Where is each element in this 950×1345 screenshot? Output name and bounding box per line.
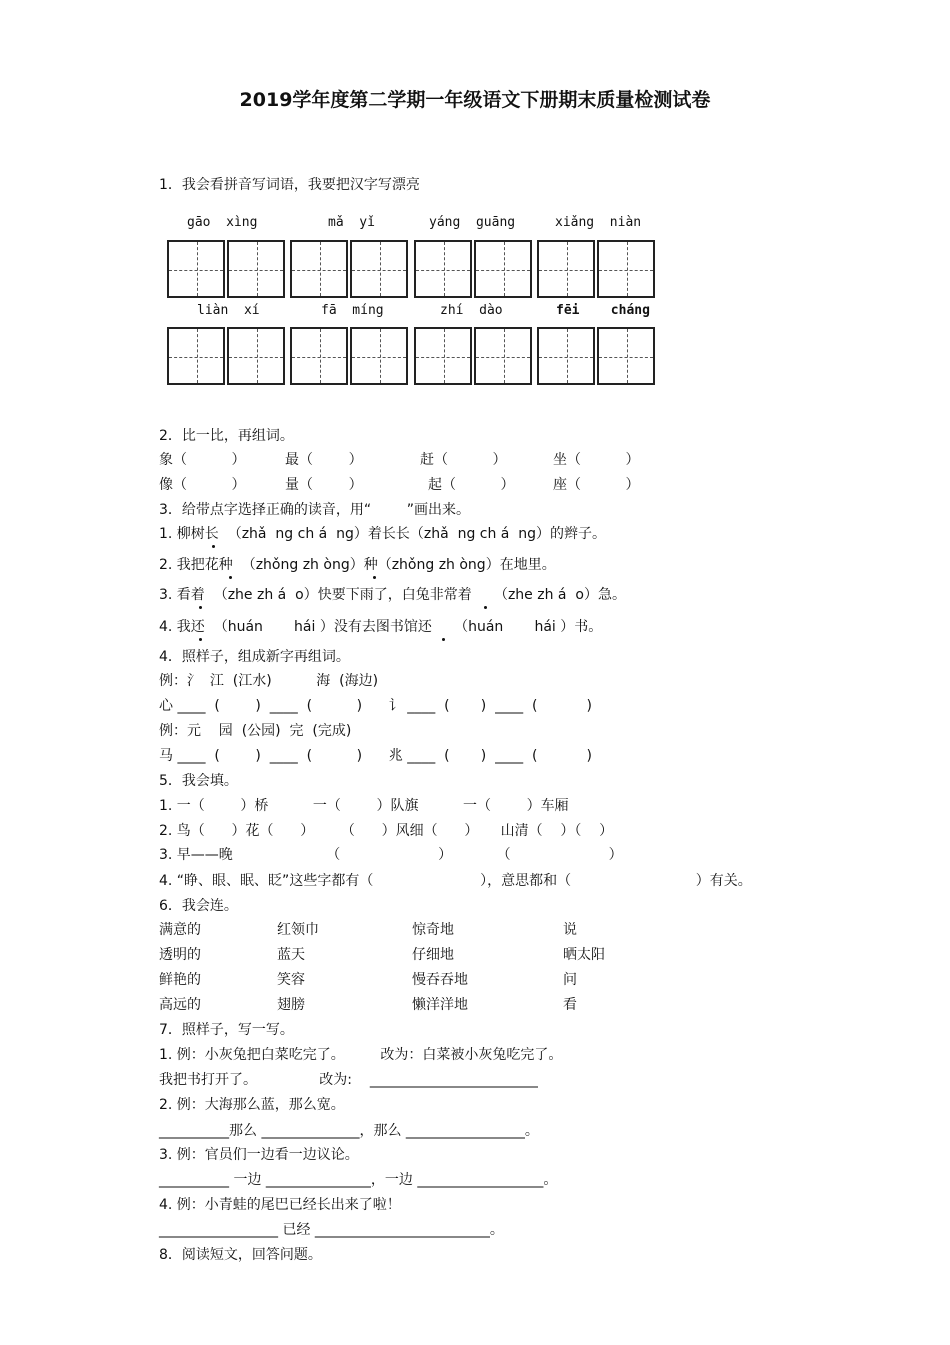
emphasis-dot — [199, 638, 202, 641]
writing-cell[interactable] — [227, 240, 285, 298]
guide-line — [257, 329, 258, 383]
q2-item: 量（ ） — [285, 477, 363, 493]
match-item[interactable]: 懒洋洋地 — [412, 997, 468, 1013]
writing-cell[interactable] — [227, 327, 285, 385]
writing-cell[interactable] — [474, 327, 532, 385]
guide-line — [229, 357, 283, 358]
q5-line-1: 1. 一（ ）桥 一（ ）队旗 一（ ）车厢 — [159, 798, 569, 814]
q5-heading: 5．我会填。 — [159, 773, 238, 789]
q7-heading: 7．照样子，写一写。 — [159, 1022, 294, 1038]
guide-line — [352, 357, 406, 358]
q3-heading: 3．给带点字选择正确的读音，用“ ”画出来。 — [159, 502, 471, 518]
q7-example-4: 4. 例：小青蛙的尾巴已经长出来了啦！ — [159, 1197, 401, 1213]
match-item[interactable]: 慢吞吞地 — [412, 972, 468, 988]
writing-cell[interactable] — [350, 240, 408, 298]
match-item[interactable]: 晒太阳 — [563, 947, 605, 963]
guide-line — [599, 270, 653, 271]
guide-line — [292, 357, 346, 358]
guide-line — [380, 329, 381, 383]
guide-line — [476, 270, 530, 271]
match-item[interactable]: 说 — [563, 922, 577, 938]
q2-heading: 2．比一比，再组词。 — [159, 428, 294, 444]
guide-line — [567, 329, 568, 383]
writing-cell[interactable] — [414, 327, 472, 385]
guide-line — [444, 329, 445, 383]
q3-sentence-2: 2. 我把花种 （zhǒng zh òng）种（zhǒng zh òng）在地里。 — [159, 557, 556, 573]
guide-line — [257, 242, 258, 296]
q7-answer-3[interactable]: __________ 一边 _______________，一边 __________________。 — [159, 1172, 558, 1188]
q2-item: 象（ ） — [159, 452, 246, 468]
q3-sentence-3: 3. 看着 （zhe zh á o）快要下雨了，白兔非常着 （zhe zh á o）急。 — [159, 587, 626, 603]
q2-item: 像（ ） — [159, 477, 246, 493]
q3-sentence-1: 1. 柳树长 （zhǎ ng ch á ng）着长长（zhǎ ng ch á ng）的辫子。 — [159, 526, 607, 542]
guide-line — [169, 270, 223, 271]
writing-cell[interactable] — [290, 327, 348, 385]
writing-cell[interactable] — [474, 240, 532, 298]
writing-cell[interactable] — [167, 240, 225, 298]
guide-line — [444, 242, 445, 296]
q5-line-3: 3. 早——晚 （ ） （ ） — [159, 847, 623, 863]
match-item[interactable]: 鲜艳的 — [159, 972, 201, 988]
match-item[interactable]: 仔细地 — [412, 947, 454, 963]
pinyin-1-4: xiǎng niàn — [555, 215, 642, 230]
guide-line — [169, 357, 223, 358]
page-title: 2019学年度第二学期一年级语文下册期末质量检测试卷 — [239, 89, 711, 111]
writing-cell[interactable] — [167, 327, 225, 385]
match-item[interactable]: 满意的 — [159, 922, 201, 938]
writing-cell[interactable] — [537, 240, 595, 298]
writing-cell[interactable] — [414, 240, 472, 298]
writing-cell[interactable] — [597, 240, 655, 298]
emphasis-dot — [199, 606, 202, 609]
match-item[interactable]: 蓝天 — [277, 947, 305, 963]
q7-answer-4[interactable]: _________________ 已经 _________________________。 — [159, 1222, 504, 1238]
match-item[interactable]: 笑容 — [277, 972, 305, 988]
match-item[interactable]: 高远的 — [159, 997, 201, 1013]
q2-item: 坐（ ） — [553, 452, 640, 468]
q7-answer-1[interactable]: 我把书打开了。 改为: ________________________ — [159, 1072, 538, 1088]
match-item[interactable]: 红领巾 — [277, 922, 319, 938]
pinyin-2-1: liàn xí — [197, 303, 260, 318]
pinyin-2-2: fā míng — [321, 303, 384, 318]
guide-line — [627, 242, 628, 296]
guide-line — [197, 242, 198, 296]
guide-line — [539, 270, 593, 271]
guide-line — [229, 270, 283, 271]
q2-item: 赶（ ） — [420, 452, 507, 468]
guide-line — [476, 357, 530, 358]
pinyin-1-2: mǎ yǐ — [328, 215, 375, 230]
emphasis-dot — [212, 545, 215, 548]
q4-example-2: 例：元 园 (公园) 完 (完成) — [159, 723, 352, 739]
writing-cell[interactable] — [350, 327, 408, 385]
q1-heading: 1．我会看拼音写词语，我要把汉字写漂亮 — [159, 177, 420, 193]
emphasis-dot — [442, 638, 445, 641]
q6-heading: 6．我会连。 — [159, 898, 238, 914]
emphasis-dot — [484, 606, 487, 609]
q7-example-1: 1. 例：小灰兔把白菜吃完了。 改为：白菜被小灰兔吃完了。 — [159, 1047, 563, 1063]
guide-line — [539, 357, 593, 358]
guide-line — [416, 270, 470, 271]
writing-cell[interactable] — [290, 240, 348, 298]
match-item[interactable]: 看 — [563, 997, 577, 1013]
writing-cell[interactable] — [537, 327, 595, 385]
q3-sentence-4: 4. 我还 （huán hái ）没有去图书馆还 （huán hái ）书。 — [159, 619, 603, 635]
guide-line — [380, 242, 381, 296]
q7-answer-2[interactable]: __________那么 ______________，那么 _________________。 — [159, 1123, 539, 1139]
match-item[interactable]: 翅膀 — [277, 997, 305, 1013]
emphasis-dot — [373, 576, 376, 579]
guide-line — [416, 357, 470, 358]
pinyin-2-3: zhí dào — [440, 303, 503, 318]
guide-line — [197, 329, 198, 383]
emphasis-dot — [229, 576, 232, 579]
match-item[interactable]: 惊奇地 — [412, 922, 454, 938]
q5-line-2: 2. 鸟（ ）花（ ） （ ）风细（ ） 山清（ ）（ ） — [159, 823, 614, 839]
q2-item: 起（ ） — [428, 477, 515, 493]
guide-line — [320, 329, 321, 383]
pinyin-2-4: fēi cháng — [556, 303, 650, 318]
q4-heading: 4．照样子，组成新字再组词。 — [159, 649, 350, 665]
guide-line — [320, 242, 321, 296]
q8-heading: 8．阅读短文，回答问题。 — [159, 1247, 322, 1263]
pinyin-1-1: gāo xìng — [187, 215, 258, 230]
match-item[interactable]: 透明的 — [159, 947, 201, 963]
guide-line — [352, 270, 406, 271]
q7-example-3: 3. 例：官员们一边看一边议论。 — [159, 1147, 359, 1163]
guide-line — [567, 242, 568, 296]
guide-line — [599, 357, 653, 358]
q4-line-1: 心 ____ ( ) ____ ( ) 讠 ____ ( ) ____ ( ) — [159, 698, 592, 714]
guide-line — [504, 242, 505, 296]
q7-example-2: 2. 例：大海那么蓝，那么宽。 — [159, 1097, 345, 1113]
pinyin-1-3: yáng guāng — [429, 215, 516, 230]
guide-line — [504, 329, 505, 383]
match-item[interactable]: 问 — [563, 972, 577, 988]
guide-line — [627, 329, 628, 383]
q4-example-1: 例：氵 江 (江水) 海 (海边) — [159, 673, 379, 689]
writing-cell[interactable] — [597, 327, 655, 385]
q4-line-2: 马 ____ ( ) ____ ( ) 兆 ____ ( ) ____ ( ) — [159, 748, 592, 764]
q5-line-4: 4. “睁、眼、眠、眨”这些字都有（ ），意思都和（ ）有关。 — [159, 873, 752, 889]
q2-item: 最（ ） — [285, 452, 363, 468]
guide-line — [292, 270, 346, 271]
q2-item: 座（ ） — [553, 477, 640, 493]
